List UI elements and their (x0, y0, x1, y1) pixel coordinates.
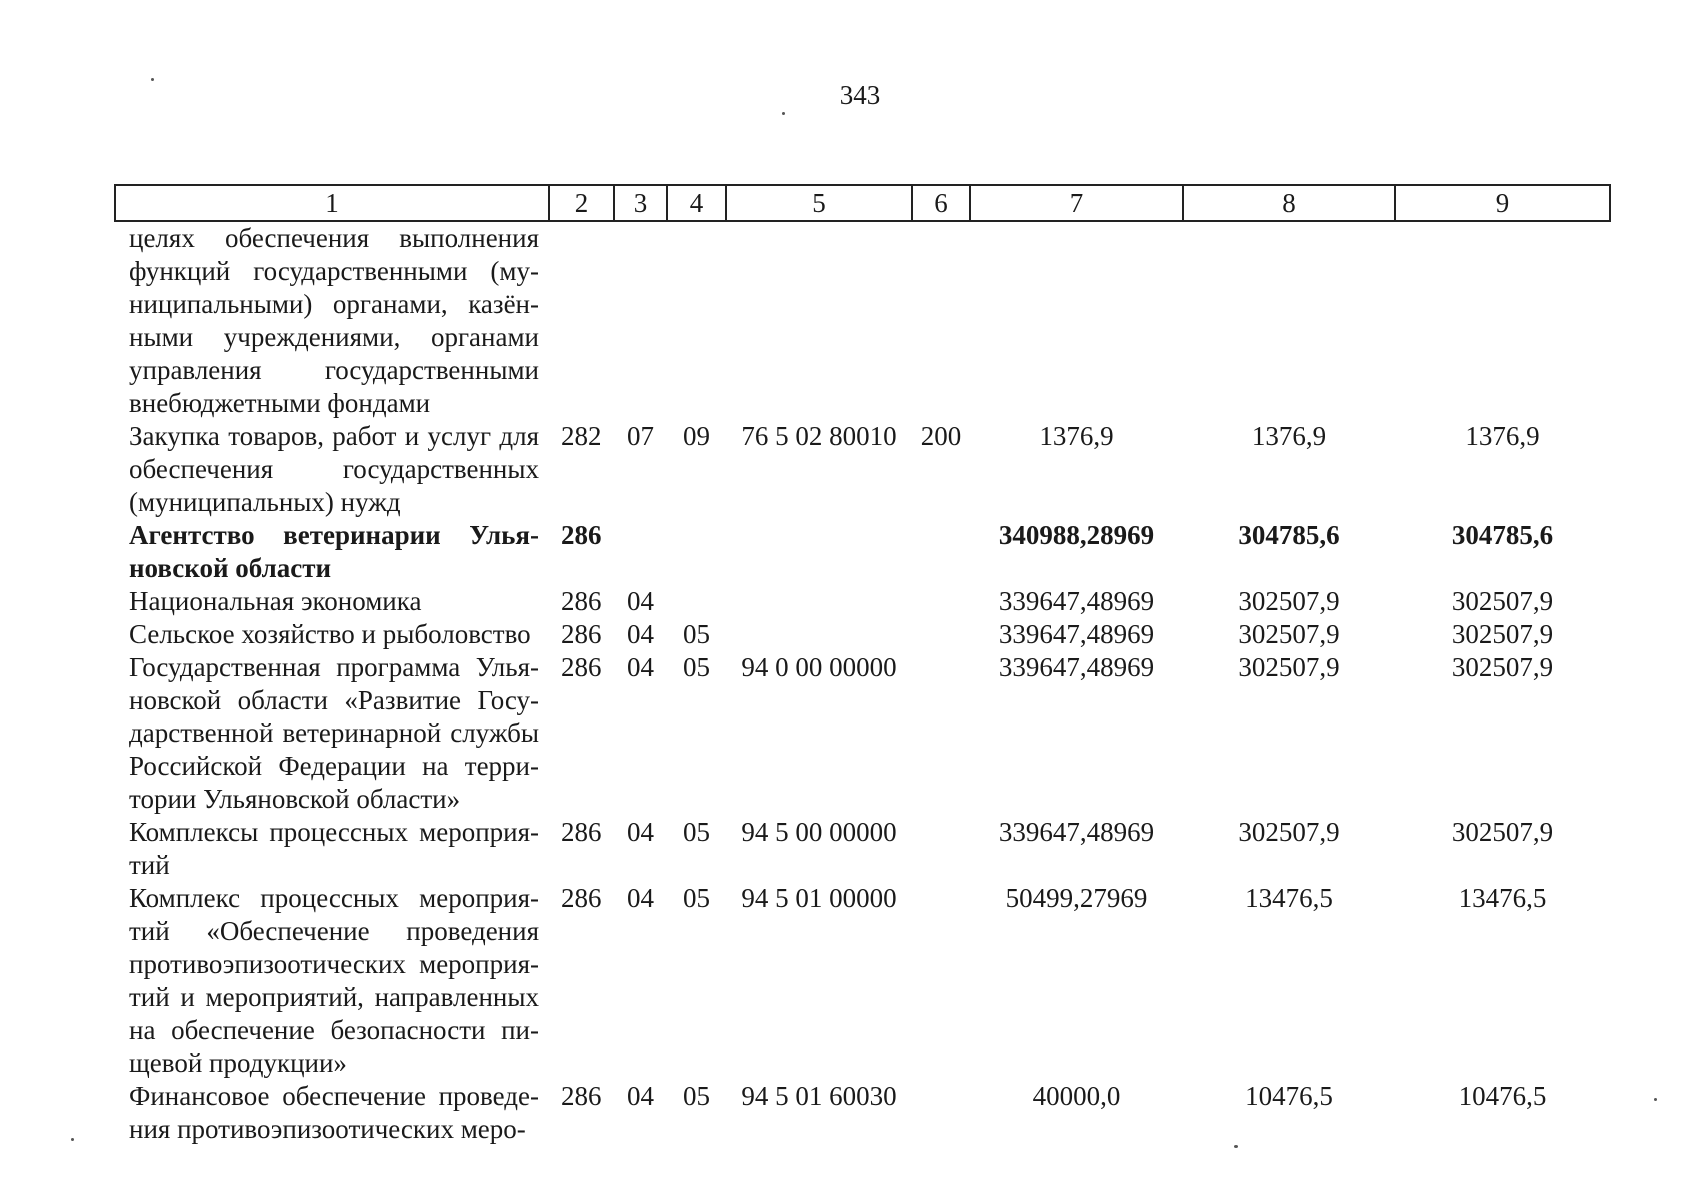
cell-target-item: 94 5 00 00000 (741, 817, 897, 847)
cell-section: 04 (627, 652, 654, 682)
cell-subsection: 05 (683, 1081, 710, 1111)
cell-amount-col8: 302507,9 (1238, 652, 1340, 682)
budget-table (114, 184, 1611, 1146)
cell-expense-type (912, 651, 970, 816)
cell-expense-type (912, 519, 970, 585)
table-row (115, 519, 1610, 585)
cell-amount-col8: 1376,9 (1251, 421, 1327, 451)
cell-ministry-code: 286 (561, 652, 602, 682)
cell-section: 04 (627, 586, 654, 616)
cell-section: 04 (627, 619, 654, 649)
row-name: Национальная экономика (129, 586, 422, 616)
cell-target-item: 76 5 02 80010 (741, 421, 897, 451)
scan-speck (1654, 1098, 1657, 1101)
cell-section: 04 (627, 1081, 654, 1111)
cell-amount-col9: 302507,9 (1451, 619, 1554, 649)
cell-amount-col9: 304785,6 (1451, 520, 1554, 550)
cell-amount-col9 (1395, 221, 1610, 420)
column-header: 9 (1395, 185, 1610, 221)
cell-amount-col7: 1376,9 (1039, 421, 1114, 451)
cell-amount-col7: 339647,48969 (998, 619, 1155, 649)
cell-subsection: 05 (683, 619, 710, 649)
cell-amount-col7 (970, 221, 1183, 420)
cell-subsection: 05 (683, 652, 710, 682)
cell-expense-type (912, 1080, 970, 1146)
cell-section: 04 (627, 817, 654, 847)
cell-amount-col7: 339647,48969 (998, 652, 1155, 682)
table-row (115, 816, 1610, 882)
cell-subsection (667, 519, 726, 585)
table-row (115, 585, 1610, 618)
cell-ministry-code: 286 (561, 520, 602, 550)
row-name: Агентство ветеринарии Улья-новской области (129, 520, 539, 583)
row-name: целях обеспечения выполнения функций государственными (му-ниципальными) органами, казён-ными учреждениями, органами управления государственными внебюджетными фондами (129, 223, 539, 418)
cell-amount-col9: 10476,5 (1458, 1081, 1547, 1111)
cell-amount-col7: 339647,48969 (998, 586, 1155, 616)
cell-target-item: 94 5 01 00000 (741, 883, 897, 913)
page-number: 343 (839, 80, 881, 110)
table-row (115, 651, 1610, 816)
cell-target-item (726, 585, 912, 618)
cell-section: 04 (627, 883, 654, 913)
cell-amount-col9: 302507,9 (1451, 586, 1554, 616)
row-name: Закупка товаров, работ и услуг для обеспечения государственных (муниципальных) нужд (129, 421, 539, 517)
cell-amount-col8: 302507,9 (1238, 586, 1340, 616)
cell-ministry-code: 286 (561, 883, 602, 913)
cell-expense-type (912, 221, 970, 420)
table-row (115, 882, 1610, 1080)
cell-expense-type (912, 816, 970, 882)
table-header-row (115, 185, 1610, 221)
cell-ministry-code: 286 (561, 1081, 602, 1111)
cell-ministry-code: 286 (561, 586, 602, 616)
cell-expense-type: 200 (920, 421, 962, 451)
row-name: Государственная программа Улья-новской области «Развитие Госу-дарственной ветеринарной службы Российской Федерации на терри-тории Ульяновской области» (129, 652, 539, 814)
cell-amount-col9: 1376,9 (1465, 421, 1540, 451)
cell-expense-type (912, 882, 970, 1080)
cell-amount-col8: 10476,5 (1245, 1081, 1333, 1111)
cell-target-item (726, 221, 912, 420)
column-header: 2 (549, 185, 614, 221)
table-row (115, 420, 1610, 519)
column-header: 6 (912, 185, 970, 221)
scan-speck (782, 112, 785, 115)
column-header: 4 (667, 185, 726, 221)
cell-subsection: 09 (683, 421, 710, 451)
row-name: Комплекс процессных мероприя-тий «Обеспечение проведения противоэпизоотических мероприя-тий и мероприятий, направленных на обеспечение безопасности пи-щевой продукции» (129, 883, 539, 1078)
cell-subsection: 05 (683, 883, 710, 913)
scan-speck (71, 1138, 74, 1141)
cell-amount-col9: 302507,9 (1451, 817, 1554, 847)
table-row (115, 1080, 1610, 1146)
cell-amount-col7: 340988,28969 (998, 520, 1155, 550)
cell-target-item: 94 0 00 00000 (741, 652, 897, 682)
cell-subsection (667, 585, 726, 618)
cell-target-item (726, 618, 912, 651)
cell-expense-type (912, 618, 970, 651)
cell-amount-col7: 50499,27969 (1005, 883, 1148, 913)
cell-amount-col8: 302507,9 (1238, 619, 1340, 649)
cell-amount-col7: 40000,0 (1032, 1081, 1121, 1111)
cell-amount-col7: 339647,48969 (998, 817, 1155, 847)
cell-amount-col8: 302507,9 (1238, 817, 1340, 847)
row-name: Сельское хозяйство и рыболовство (129, 619, 531, 649)
column-header: 1 (115, 185, 549, 221)
cell-amount-col9: 13476,5 (1458, 883, 1547, 913)
table-row (115, 618, 1610, 651)
cell-amount-col8: 13476,5 (1245, 883, 1333, 913)
row-name: Финансовое обеспечение проведе-ния противоэпизоотических меро- (129, 1081, 539, 1144)
cell-section (614, 519, 667, 585)
table-row (115, 221, 1610, 420)
cell-target-item: 94 5 01 60030 (741, 1081, 897, 1111)
column-header: 5 (726, 185, 912, 221)
cell-ministry-code: 286 (561, 619, 602, 649)
row-name: Комплексы процессных мероприя-тий (129, 817, 539, 880)
cell-ministry-code (549, 221, 614, 420)
cell-target-item (726, 519, 912, 585)
cell-amount-col8: 304785,6 (1238, 520, 1340, 550)
cell-subsection (667, 221, 726, 420)
cell-section: 07 (627, 421, 654, 451)
column-header: 8 (1183, 185, 1395, 221)
cell-amount-col8 (1183, 221, 1395, 420)
cell-amount-col9: 302507,9 (1451, 652, 1554, 682)
column-header: 7 (970, 185, 1183, 221)
cell-ministry-code: 282 (561, 421, 602, 451)
scan-speck (151, 78, 154, 81)
cell-section (614, 221, 667, 420)
column-header: 3 (614, 185, 667, 221)
cell-subsection: 05 (683, 817, 710, 847)
cell-expense-type (912, 585, 970, 618)
cell-ministry-code: 286 (561, 817, 602, 847)
